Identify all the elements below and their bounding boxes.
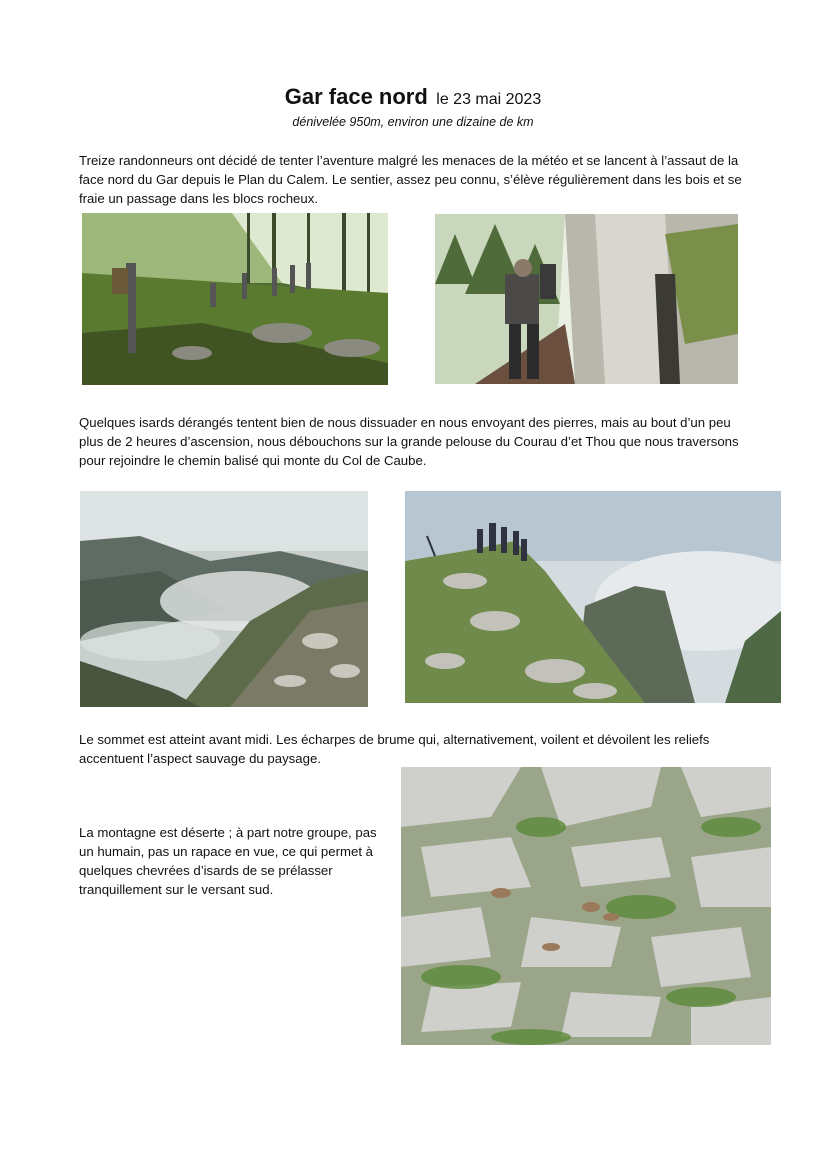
photo-hikers-forest	[82, 213, 388, 385]
photo-isards-slope	[401, 767, 771, 1045]
paragraph-isards: La montagne est déserte ; à part notre groupe, pas un humain, pas un rapace en vue, ce qui permet à quelques chevrées d’isards de se prélasser tranquillement sur le versant sud.	[79, 825, 377, 897]
paragraph-ascent: Quelques isards dérangés tentent bien de nous dissuader en nous envoyant des pierres, mais au bout d’un peu plus de 2 heures d’ascension, nous débouchons sur la grande pelouse du Courau d’et Thou que nous traversons pour rejoindre le chemin balisé qui monte du Col de Caube.	[79, 415, 739, 468]
photo-misty-valley	[80, 491, 368, 707]
photo-hiker-rock-wall	[435, 214, 738, 384]
page-subtitle: dénivelée 950m, environ une dizaine de km	[292, 115, 534, 129]
paragraph-summit: Le sommet est atteint avant midi. Les écharpes de brume qui, alternativement, voilent et dévoilent les reliefs accentuent l’aspect sauvage du paysage.	[79, 732, 710, 766]
page-title: Gar face nord	[284, 84, 428, 109]
paragraph-intro: Treize randonneurs ont décidé de tenter l’aventure malgré les menaces de la météo et se lancent à l’assaut de la face nord du Gar depuis le Plan du Calem. Le sentier, assez peu connu, s’élève régulièrement dans les bois et se fraie un passage dans les blocs rocheux.	[79, 153, 742, 206]
page-date: le 23 mai 2023	[436, 91, 542, 108]
photo-summit-ridge	[405, 491, 781, 703]
page-title-line	[0, 84, 826, 110]
